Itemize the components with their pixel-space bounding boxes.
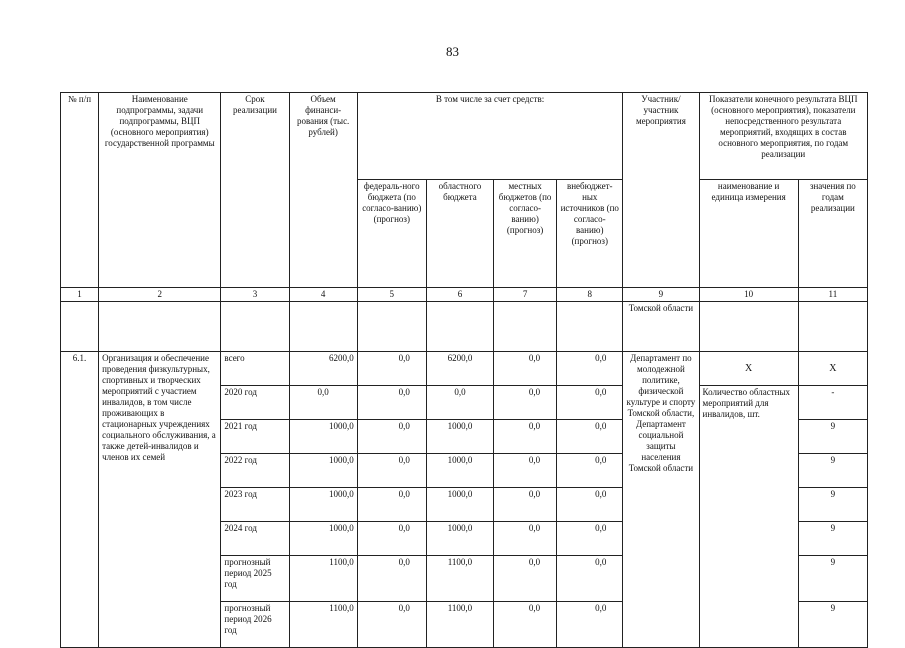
local-cell: 0,0 <box>494 602 557 648</box>
extra-cell: 0,0 <box>557 556 623 602</box>
local-cell: 0,0 <box>494 522 557 556</box>
federal-cell: 0,0 <box>357 420 426 454</box>
regional-cell: 1100,0 <box>426 556 493 602</box>
extra-cell: 0,0 <box>557 386 623 420</box>
regional-cell: 1000,0 <box>426 522 493 556</box>
column-number: 9 <box>623 288 699 302</box>
header-row-1 <box>61 93 868 180</box>
extra-cell: 0,0 <box>557 522 623 556</box>
extra-cell: 0,0 <box>557 488 623 522</box>
regional-cell: 6200,0 <box>426 352 493 386</box>
section-name: Организация и обеспечение проведения физкультурных, спортивных и творческих мероприятий с участием инвалидов, в том числе проживающих в стационарных учреждениях социального обслуживания, а также детей-инвалидов и членов их семей <box>99 352 221 648</box>
regional-cell: 1000,0 <box>426 488 493 522</box>
header-federal: федераль-ного бюджета (по согласо-ванию) (прогноз) <box>357 180 426 288</box>
indicator-value-cell: 9 <box>798 602 867 648</box>
regional-cell: 1000,0 <box>426 420 493 454</box>
empty-cell <box>221 302 289 352</box>
header-regional: областного бюджета <box>426 180 493 288</box>
column-number: 3 <box>221 288 289 302</box>
total-cell: 1000,0 <box>289 454 357 488</box>
total-cell: 1000,0 <box>289 488 357 522</box>
column-number-row <box>61 288 868 302</box>
total-cell: 1100,0 <box>289 602 357 648</box>
federal-cell: 0,0 <box>357 556 426 602</box>
column-number: 5 <box>357 288 426 302</box>
page-number: 83 <box>446 44 459 59</box>
local-cell: 0,0 <box>494 556 557 602</box>
empty-cell <box>798 302 867 352</box>
empty-cell <box>557 302 623 352</box>
federal-cell: 0,0 <box>357 602 426 648</box>
total-cell: 1000,0 <box>289 420 357 454</box>
regional-cell: 0,0 <box>426 386 493 420</box>
indicator-value-cell: 9 <box>798 556 867 602</box>
indicator-value-cell: 9 <box>798 488 867 522</box>
period-cell: 2024 год <box>221 522 289 556</box>
federal-cell: 0,0 <box>357 386 426 420</box>
header-funds-group: В том числе за счет средств: <box>357 93 623 180</box>
period-cell: 2022 год <box>221 454 289 488</box>
column-number: 10 <box>699 288 798 302</box>
header-indicator-name: наименование и единица измерения <box>699 180 798 288</box>
indicator-unit-cell: X <box>699 352 798 386</box>
extra-cell: 0,0 <box>557 420 623 454</box>
period-cell: 2020 год <box>221 386 289 420</box>
period-cell: прогнозный период 2025 год <box>221 556 289 602</box>
period-cell: 2021 год <box>221 420 289 454</box>
header-extra: внебюджет-ных источников (по согласо-ванию) (прогноз) <box>557 180 623 288</box>
local-cell: 0,0 <box>494 352 557 386</box>
total-cell: 0,0 <box>289 386 357 420</box>
header-participant: Участник/ участник мероприятия <box>623 93 699 288</box>
federal-cell: 0,0 <box>357 454 426 488</box>
indicator-value-cell: X <box>798 352 867 386</box>
column-number: 11 <box>798 288 867 302</box>
header-indicators-group: Показатели конечного результата ВЦП (основного мероприятия), показатели непосредственного результата мероприятий, входящих в состав основного мероприятия, по годам реализации <box>699 93 867 180</box>
regional-cell: 1000,0 <box>426 454 493 488</box>
continuation-row <box>61 302 868 352</box>
empty-cell <box>699 302 798 352</box>
section-number: 6.1. <box>61 352 99 648</box>
column-number: 1 <box>61 288 99 302</box>
program-table <box>60 92 868 648</box>
period-cell: прогнозный период 2026 год <box>221 602 289 648</box>
extra-cell: 0,0 <box>557 602 623 648</box>
empty-cell <box>99 302 221 352</box>
header-total: Объем финанси-рования (тыс. рублей) <box>289 93 357 288</box>
period-cell: всего <box>221 352 289 386</box>
period-cell: 2023 год <box>221 488 289 522</box>
indicator-name-cell: Количество областных мероприятий для инвалидов, шт. <box>699 386 798 648</box>
total-cell: 1100,0 <box>289 556 357 602</box>
section-participant: Департамент по молодежной политике, физической культуре и спорту Томской области, Департамент социальной защиты населения Томской области <box>623 352 699 648</box>
empty-cell <box>426 302 493 352</box>
local-cell: 0,0 <box>494 386 557 420</box>
extra-cell: 0,0 <box>557 352 623 386</box>
empty-cell <box>61 302 99 352</box>
total-cell: 6200,0 <box>289 352 357 386</box>
column-number: 8 <box>557 288 623 302</box>
header-period: Срок реализации <box>221 93 289 288</box>
regional-cell: 1100,0 <box>426 602 493 648</box>
column-number: 6 <box>426 288 493 302</box>
column-number: 2 <box>99 288 221 302</box>
local-cell: 0,0 <box>494 454 557 488</box>
header-name: Наименование подпрограммы, задачи подпрограммы, ВЦП (основного мероприятия) государственной программы <box>99 93 221 288</box>
indicator-value-cell: 9 <box>798 454 867 488</box>
column-number: 4 <box>289 288 357 302</box>
federal-cell: 0,0 <box>357 522 426 556</box>
header-number: № п/п <box>61 93 99 288</box>
extra-cell: 0,0 <box>557 454 623 488</box>
continuation-participant: Томской области <box>623 302 699 352</box>
indicator-value-cell: 9 <box>798 420 867 454</box>
header-indicator-value: значения по годам реализации <box>798 180 867 288</box>
column-number: 7 <box>494 288 557 302</box>
local-cell: 0,0 <box>494 420 557 454</box>
table-row <box>61 352 868 386</box>
federal-cell: 0,0 <box>357 352 426 386</box>
local-cell: 0,0 <box>494 488 557 522</box>
header-local: местных бюджетов (по согласо-ванию) (прогноз) <box>494 180 557 288</box>
empty-cell <box>494 302 557 352</box>
empty-cell <box>357 302 426 352</box>
indicator-value-cell: - <box>798 386 867 420</box>
total-cell: 1000,0 <box>289 522 357 556</box>
indicator-value-cell: 9 <box>798 522 867 556</box>
federal-cell: 0,0 <box>357 488 426 522</box>
empty-cell <box>289 302 357 352</box>
